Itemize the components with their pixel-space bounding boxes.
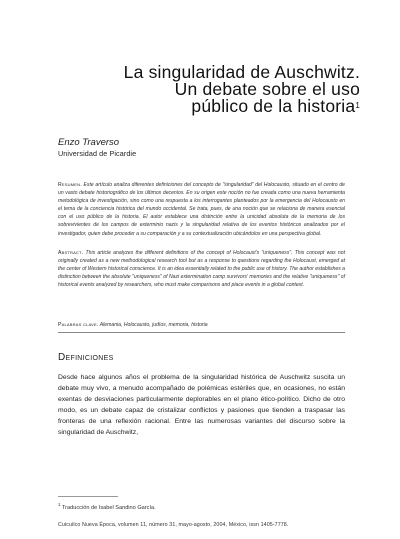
title-line-1: La singularidad de Auschwitz. bbox=[123, 62, 360, 82]
author-name: Enzo Traverso bbox=[58, 137, 120, 148]
footnote bbox=[58, 502, 156, 511]
running-footer: Cuicuilco Nueva Época, volumen 11, número 31, mayo-agosto, 2004, México, issn 1405-7778. bbox=[58, 522, 289, 528]
abstract-block bbox=[58, 249, 345, 289]
resumen-label: Resumen. bbox=[58, 182, 82, 188]
keywords-label: Palabras clave. bbox=[58, 322, 99, 328]
title-line-2: Un debate sobre el uso bbox=[174, 79, 360, 99]
footnote-text: Traducción de Isabel Sandino García. bbox=[61, 504, 156, 511]
keywords-text: Alemania, Holocausto, judíos, memoria, historia bbox=[99, 322, 208, 328]
abstract-label: Abstract. bbox=[58, 250, 84, 256]
title-line-3-wrap bbox=[60, 98, 360, 115]
title-footnote-marker[interactable]: 1 bbox=[355, 101, 360, 110]
section-divider bbox=[58, 332, 345, 333]
footnote-rule bbox=[58, 496, 118, 497]
author-affiliation: Universidad de Picardie bbox=[58, 149, 137, 158]
abstract-text: This article analyzes the different definitions of the concept of Holocaust's "uniqueness". This concept was not originally created as a new methodological research tool but as a response to questions regarding the Holocaust, emerged at the center of Western historical conscience. It is an idea essentially related to the public use of history. The author establishes a distinction between the absolute "uniqueness" of Nazi extermination camp survivors' memories and the relative "uniqueness" of historical events analyzed by researchers, who must make comparisons and place events in a global context. bbox=[58, 250, 345, 289]
resumen-block bbox=[58, 181, 345, 238]
article-title bbox=[60, 64, 360, 115]
section-heading: Definiciones bbox=[58, 352, 114, 363]
title-line-3: público de la historia bbox=[191, 96, 356, 116]
body-paragraph: Desde hace algunos años el problema de la singularidad histórica de Auschwitz suscita un debate muy vivo, a menudo acompañado de polémicas estériles que, en ocasiones, no están exentas de desviaciones particularmente deplorables en el plano ético-político. Dicho de otro modo, es un debate capaz de cristalizar conflictos y pasiones que tienden a traspasar las fronteras de una reflexión racional. Entre las numerosas variantes del discurso sobre la singularidad de Auschwitz, bbox=[58, 374, 345, 436]
keywords-block bbox=[58, 321, 345, 329]
resumen-text: Este artículo analiza diferentes definiciones del concepto de "singularidad" del Holocausto, situado en el centro de un vasto debate historiográfico de los últimos decenios. En su origen este noción no fue creada como una nueva herramienta metodológica de investigación, sino como una respuesta a los interrogantes planteados por la emergencia del Holocausto en el tema de la conciencia histórica del mundo occidental. Se trata, pues, de una noción que se relaciona de manera esencial con el uso público de la historia. El autor establece una distinción entre la unicidad absoluta de la memoria de los sobrevivientes de los campos de exterminio nazis y la singularidad relativa de los eventos históricos analizados por el investigador, quien debe proceder a su comparación y a su contextualización ubicándolos en una perspectiva global. bbox=[58, 182, 345, 237]
footnote-marker: 1 bbox=[58, 502, 61, 507]
